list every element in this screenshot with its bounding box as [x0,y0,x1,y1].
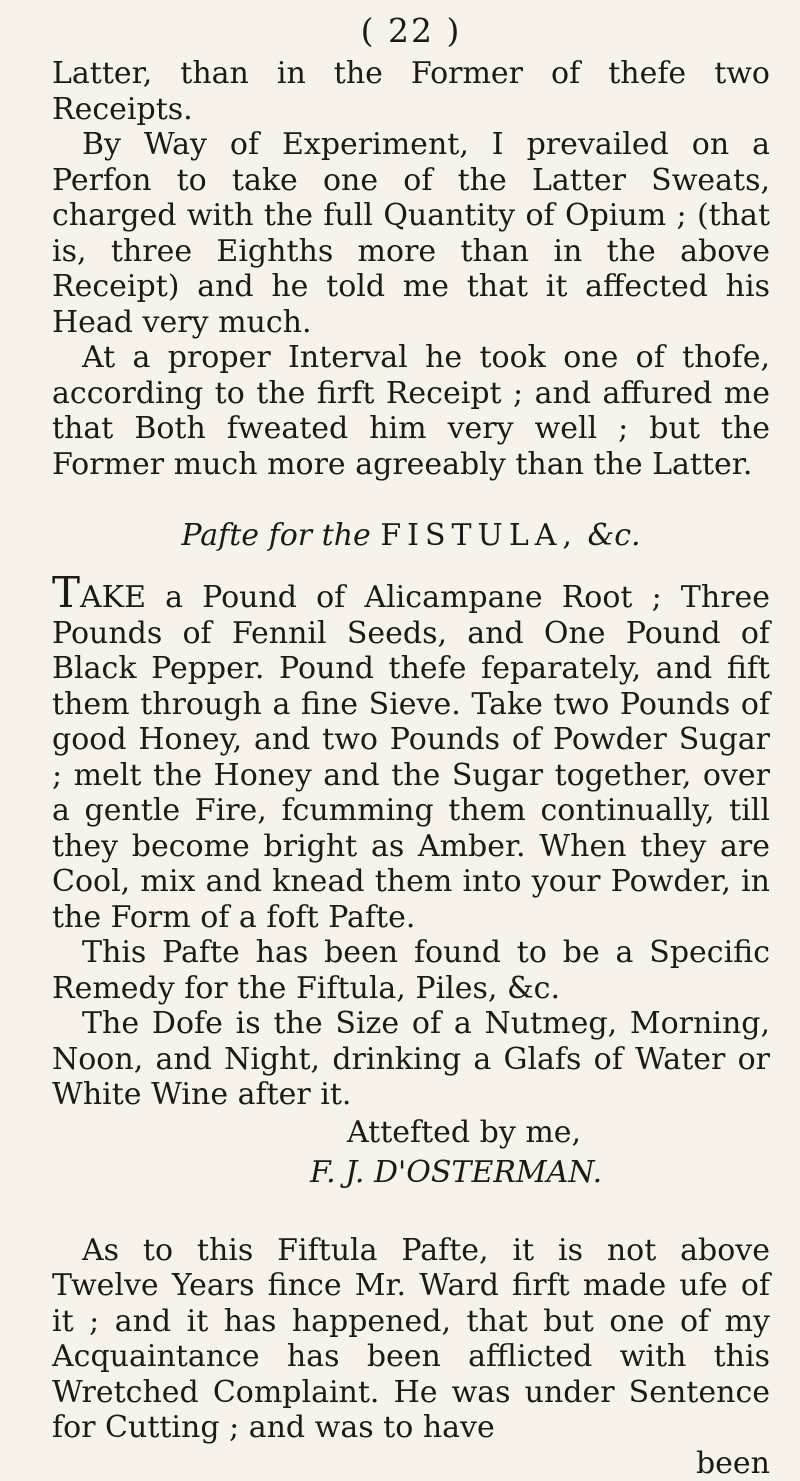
drop-cap: T [52,568,80,617]
recipe-paragraph-ingredients [52,578,770,935]
recipe-paragraph-text: AKE a Pound of Alicampane Root ; Three Pounds of Fennil Seeds, and One Pound of Black Pepper. Pound thefe feparately, and fift them through a fine Sieve. Take two Pounds of good Honey, and two Pounds of Powder Sugar ; melt the Honey and the Sugar together, over a gentle Fire, fcumming them continually, till they become bright as Amber. When they are Cool, mix and knead them into your Powder, in the Form of a foft Pafte. [52,580,770,935]
heading-caps: FISTULA, [380,518,578,553]
attestation-signature: F. J. D'OSTERMAN. [52,1153,770,1193]
intro-paragraph-experiment: By Way of Experiment, I prevailed on a Perfon to take one of the Latter Sweats, charged with the full Quantity of Opium ; (that is, three Eighths more than in the above Receipt) and he told me that it affected his Head very much. [52,127,770,340]
heading-tail: &c. [588,518,641,553]
attestation-line: Attefted by me, [52,1113,770,1153]
intro-paragraph-interval: At a proper Interval he took one of thofe, according to the firft Receipt ; and affured me that Both fweated him very well ; but the Former much more agreeably than the Latter. [52,340,770,482]
heading-italic: Pafte for the [181,518,370,553]
page-number: ( 22 ) [52,8,770,54]
intro-continuation: Latter, than in the Former of thefe two Receipts. [52,56,770,127]
recipe-paragraph-remedy: This Pafte has been found to be a Specific Remedy for the Fiftula, Piles, &c. [52,935,770,1006]
recipe-heading [52,516,770,556]
closing-paragraph: As to this Fiftula Pafte, it is not above Twelve Years fince Mr. Ward firft made ufe of it ; and it has happened, that but one of my Acquaintance has been afflicted with this Wretched Complaint. He was under Sentence for Cutting ; and was to have [52,1233,770,1446]
catchword: been [52,1446,770,1481]
recipe-paragraph-dose: The Dofe is the Size of a Nutmeg, Morning, Noon, and Night, drinking a Glafs of Water or White Wine after it. [52,1006,770,1113]
